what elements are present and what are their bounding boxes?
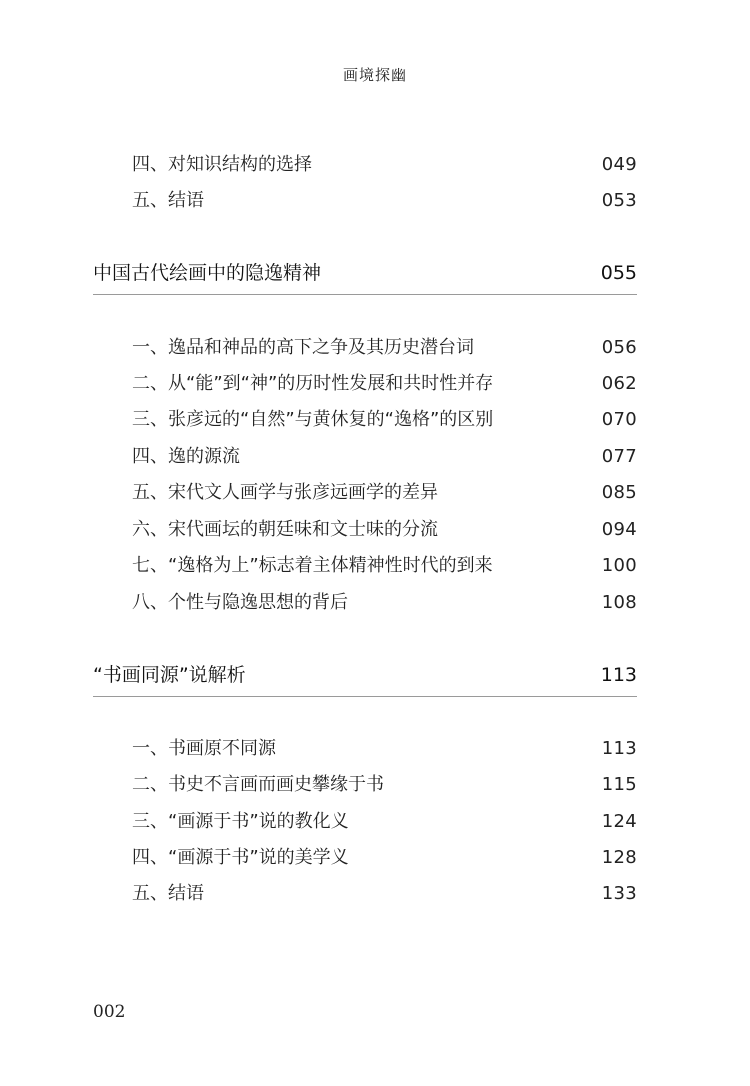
toc-entry-title: 四、“画源于书”说的美学义 xyxy=(132,847,349,868)
running-head: 画境探幽 xyxy=(342,66,407,84)
toc-entry-title: 七、“逸格为上”标志着主体精神性时代的到来 xyxy=(132,555,493,576)
toc-entry-title: 三、张彦远的“自然”与黄休复的“逸格”的区别 xyxy=(132,409,494,430)
toc-entry[interactable] xyxy=(132,371,637,397)
toc-entry-page: 133 xyxy=(601,883,637,904)
toc-entry-page: 115 xyxy=(601,774,637,795)
chapter-heading[interactable] xyxy=(93,260,637,295)
toc-entry[interactable] xyxy=(132,809,637,835)
toc-entry[interactable] xyxy=(132,335,637,361)
toc-entry[interactable] xyxy=(132,881,637,907)
toc-entry-title: 八、个性与隐逸思想的背后 xyxy=(132,592,348,613)
toc-entry-page: 100 xyxy=(601,555,637,576)
toc-entry-page: 128 xyxy=(601,847,637,868)
toc-entry[interactable] xyxy=(132,553,637,579)
toc-entry-title: 五、结语 xyxy=(132,190,204,211)
chapter-title: 中国古代绘画中的隐逸精神 xyxy=(93,262,322,284)
toc-entry[interactable] xyxy=(132,152,637,178)
toc-entry-page: 113 xyxy=(601,738,637,759)
toc-entry-page: 077 xyxy=(601,446,637,467)
toc-entry-title: 二、书史不言画而画史攀缘于书 xyxy=(132,774,384,795)
chapter-title: “书画同源”说解析 xyxy=(93,664,246,686)
toc-entry[interactable] xyxy=(132,590,637,616)
page-number: 002 xyxy=(93,1002,126,1022)
chapter-heading[interactable] xyxy=(93,662,637,697)
toc-entry-page: 085 xyxy=(601,482,637,503)
toc-entry-title: 五、结语 xyxy=(132,883,204,904)
toc-entry-page: 056 xyxy=(601,337,637,358)
toc-entry-page: 124 xyxy=(601,811,637,832)
toc-entry-title: 五、宋代文人画学与张彦远画学的差异 xyxy=(132,482,438,503)
toc-entry-title: 一、逸品和神品的高下之争及其历史潜台词 xyxy=(132,337,474,358)
toc-entry-page: 070 xyxy=(601,409,637,430)
toc-entry-page: 108 xyxy=(601,592,637,613)
toc-entry-page: 053 xyxy=(601,190,637,211)
toc-entry[interactable] xyxy=(132,772,637,798)
toc-entry-page: 049 xyxy=(601,154,637,175)
toc-entry[interactable] xyxy=(132,517,637,543)
toc-entry[interactable] xyxy=(132,736,637,762)
toc-entry-title: 二、从“能”到“神”的历时性发展和共时性并存 xyxy=(132,373,494,394)
toc-entry[interactable] xyxy=(132,444,637,470)
toc-entry[interactable] xyxy=(132,845,637,871)
toc-entry-page: 094 xyxy=(601,519,637,540)
chapter-page: 113 xyxy=(600,664,637,686)
toc-entry-title: 一、书画原不同源 xyxy=(132,738,276,759)
toc-entry-title: 四、对知识结构的选择 xyxy=(132,154,312,175)
toc-entry-page: 062 xyxy=(601,373,637,394)
toc-entry-title: 六、宋代画坛的朝廷味和文士味的分流 xyxy=(132,519,438,540)
toc-entry-title: 四、逸的源流 xyxy=(132,446,240,467)
chapter-page: 055 xyxy=(600,262,637,284)
toc-entry[interactable] xyxy=(132,480,637,506)
toc-entry-title: 三、“画源于书”说的教化义 xyxy=(132,811,349,832)
toc-entry[interactable] xyxy=(132,407,637,433)
toc-entry[interactable] xyxy=(132,188,637,214)
